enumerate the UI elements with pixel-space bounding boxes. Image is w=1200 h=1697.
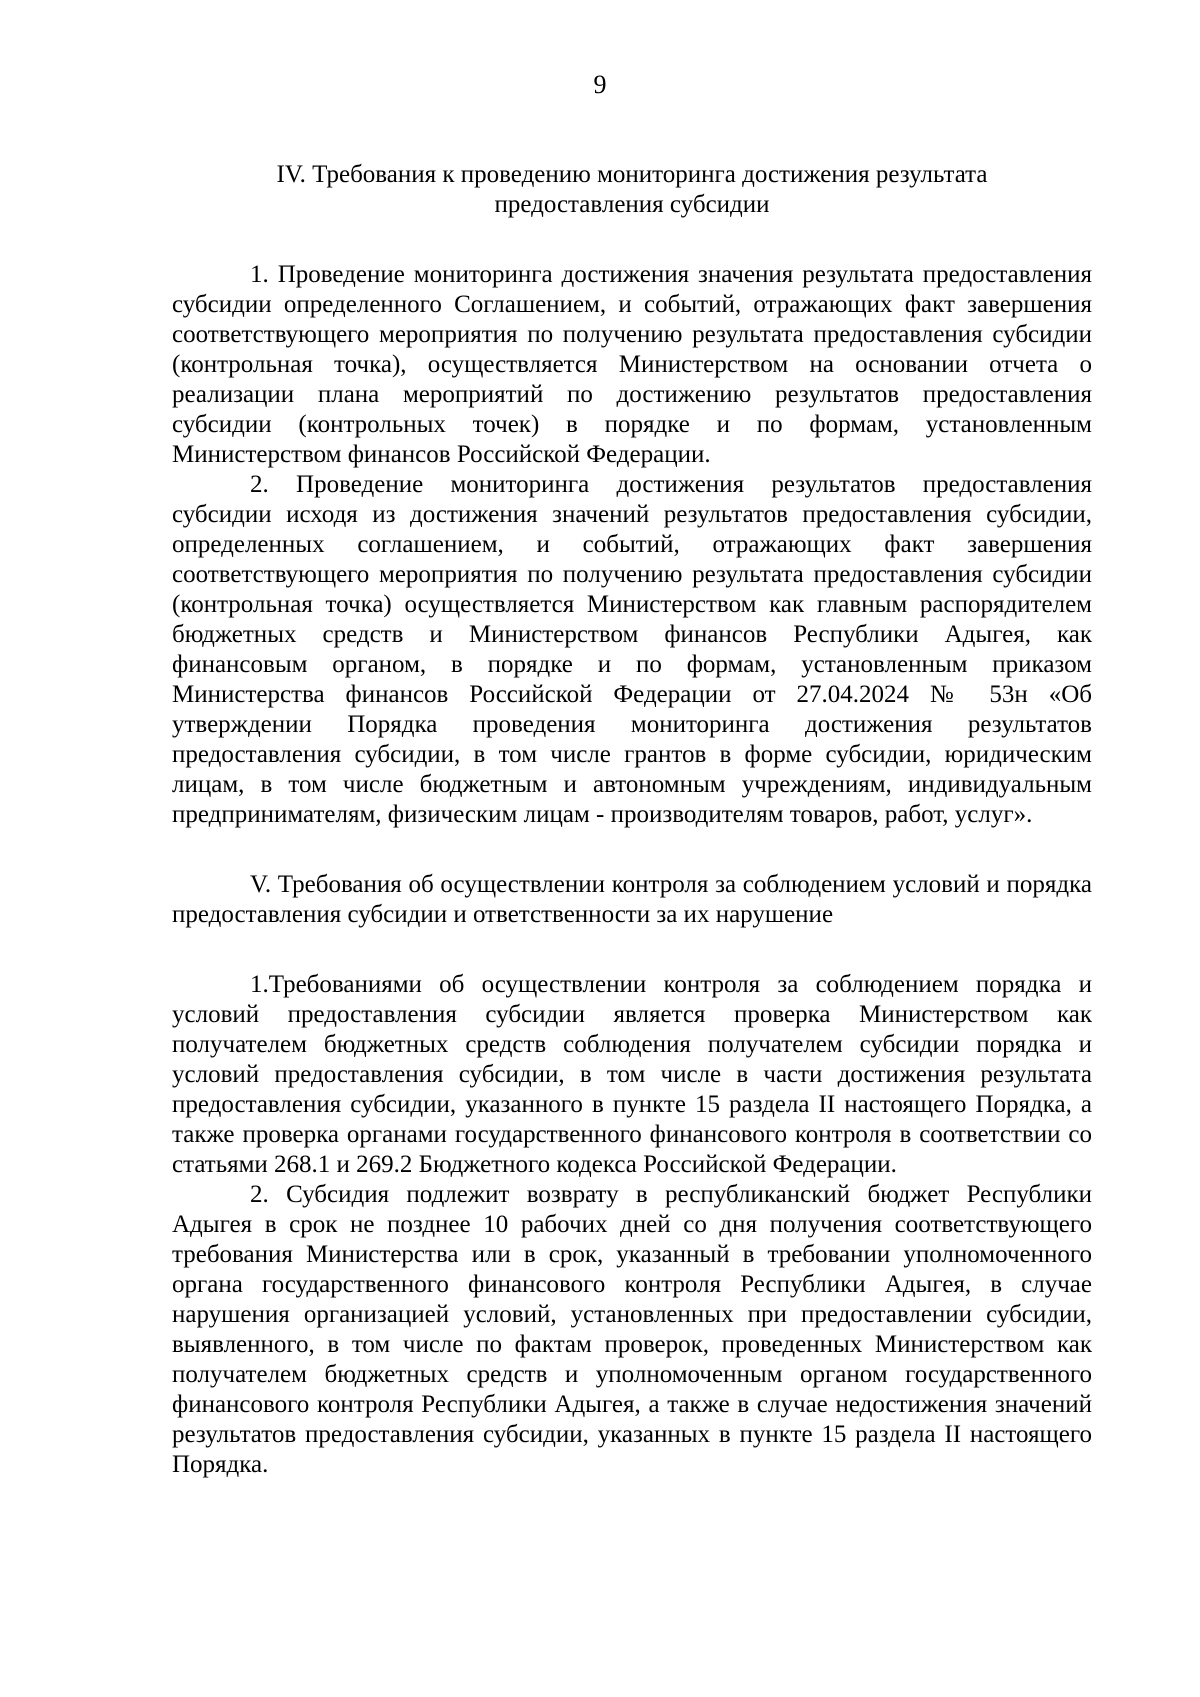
section-5-paragraph-2: 2. Субсидия подлежит возврату в республиканский бюджет Республики Адыгея в срок не позднее 10 рабочих дней со дня получения соответствующего требования Министерства или в срок, указанный в требовании уполномоченного органа государственного финансового контроля Республики Адыгея, в случае нарушения организацией условий, установленных при предоставлении субсидии, выявленного, в том числе по фактам проверок, проведенных Министерством как получателем бюджетных средств и уполномоченным органом государственного финансового контроля Республики Адыгея, а также в случае недостижения значений результатов предоставления субсидии, указанных в пункте 15 раздела II настоящего Порядка. xyxy=(172,1181,1092,1478)
document-body xyxy=(172,160,1092,1480)
spacer xyxy=(172,930,1092,970)
section-4-paragraph-1: 1. Проведение мониторинга достижения значения результата предоставления субсидии определенного Соглашением, и событий, отражающих факт завершения соответствующего мероприятия по получению результата предоставления субсидии (контрольная точка), осуществляется Министерством на основании отчета о реализации плана мероприятий по достижению результатов предоставления субсидии (контрольных точек) в порядке и по формам, установленным Министерством финансов Российской Федерации. xyxy=(172,261,1092,468)
section-5-paragraph-1: 1.Требованиями об осуществлении контроля за соблюдением порядка и условий предоставления субсидии является проверка Министерством как получателем бюджетных средств соблюдения получателем субсидии порядка и условий предоставления субсидии, в том числе в части достижения результата предоставления субсидии, указанного в пункте 15 раздела II настоящего Порядка, а также проверка органами государственного финансового контроля в соответствии со статьями 268.1 и 269.2 Бюджетного кодекса Российской Федерации. xyxy=(172,971,1092,1178)
section-5-heading: V. Требования об осуществлении контроля за соблюдением условий и порядка предоставления субсидии и ответственности за их нарушение xyxy=(172,871,1092,928)
section-4-heading-line-1: IV. Требования к проведению мониторинга достижения результата xyxy=(276,161,988,188)
spacer xyxy=(172,830,1092,870)
spacer xyxy=(172,220,1092,260)
page-number: 9 xyxy=(593,70,607,99)
section-4-paragraph-2: 2. Проведение мониторинга достижения результатов предоставления субсидии исходя из достижения значений результатов предоставления субсидии, определенных соглашением, и событий, отражающих факт завершения соответствующего мероприятия по получению результата предоставления субсидии (контрольная точка) осуществляется Министерством как главным распорядителем бюджетных средств и Министерством финансов Республики Адыгея, как финансовым органом, в порядке и по формам, установленным приказом Министерства финансов Российской Федерации от 27.04.2024 № 53н «Об утверждении Порядка проведения мониторинга достижения результатов предоставления субсидии, в том числе грантов в форме субсидии, юридическим лицам, в том числе бюджетным и автономным учреждениям, индивидуальным предпринимателям, физическим лицам - производителям товаров, работ, услуг». xyxy=(172,471,1092,828)
section-4-heading-line-2: предоставления субсидии xyxy=(494,191,770,218)
